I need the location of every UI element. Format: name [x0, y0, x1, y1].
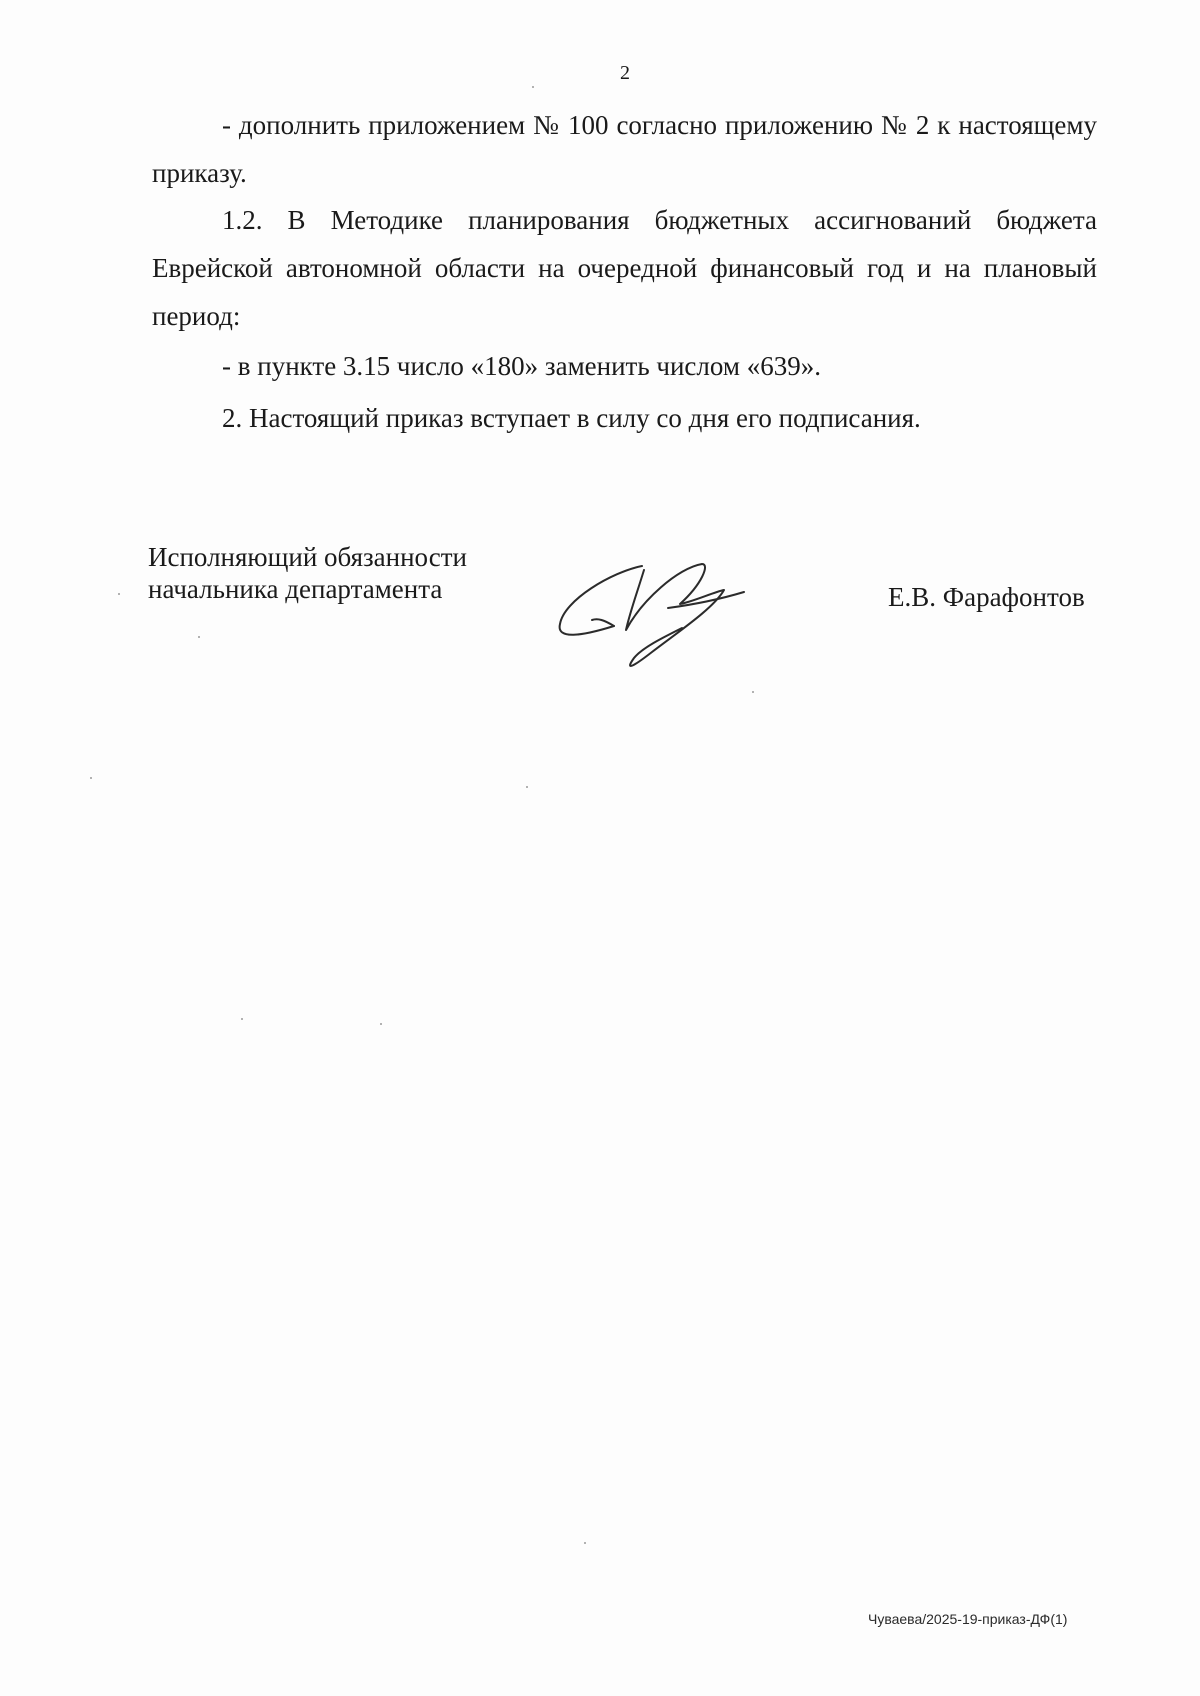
- signatory-position-line-1: Исполняющий обязанности: [148, 542, 467, 572]
- paragraph-number-replacement: - в пункте 3.15 число «180» заменить числом «639».: [222, 351, 821, 381]
- signatory-position: [148, 541, 467, 605]
- scan-speck: [118, 593, 120, 595]
- signature-stroke-bar: [668, 592, 744, 608]
- scan-speck: [90, 777, 92, 779]
- scan-speck: [380, 1023, 382, 1025]
- scan-speck: [752, 691, 754, 693]
- footer-reference: Чуваева/2025-19-приказ-ДФ(1): [868, 1611, 1068, 1627]
- paragraph-methodology-change: 1.2. В Методике планирования бюджетных ассигнований бюджета Еврейской автономной области на очередной финансовый год и на плановый период:: [152, 205, 1097, 331]
- paragraph-appendix-addition: - дополнить приложением № 100 согласно приложению № 2 к настоящему приказу.: [152, 110, 1097, 188]
- scan-speck: [584, 1542, 586, 1544]
- scan-speck: [526, 786, 528, 788]
- signatory-name: Е.В. Фарафонтов: [888, 582, 1085, 612]
- handwritten-signature: [552, 548, 767, 678]
- page-number: 2: [620, 62, 630, 84]
- signatory-position-line-2: начальника департамента: [148, 574, 443, 604]
- signature-stroke-tail: [592, 619, 614, 626]
- scan-speck: [241, 1018, 243, 1020]
- scan-speck: [532, 86, 534, 88]
- signature-stroke-main: [626, 564, 724, 666]
- paragraph-effective-date: 2. Настоящий приказ вступает в силу со дня его подписания.: [222, 403, 921, 433]
- scan-speck: [198, 636, 200, 638]
